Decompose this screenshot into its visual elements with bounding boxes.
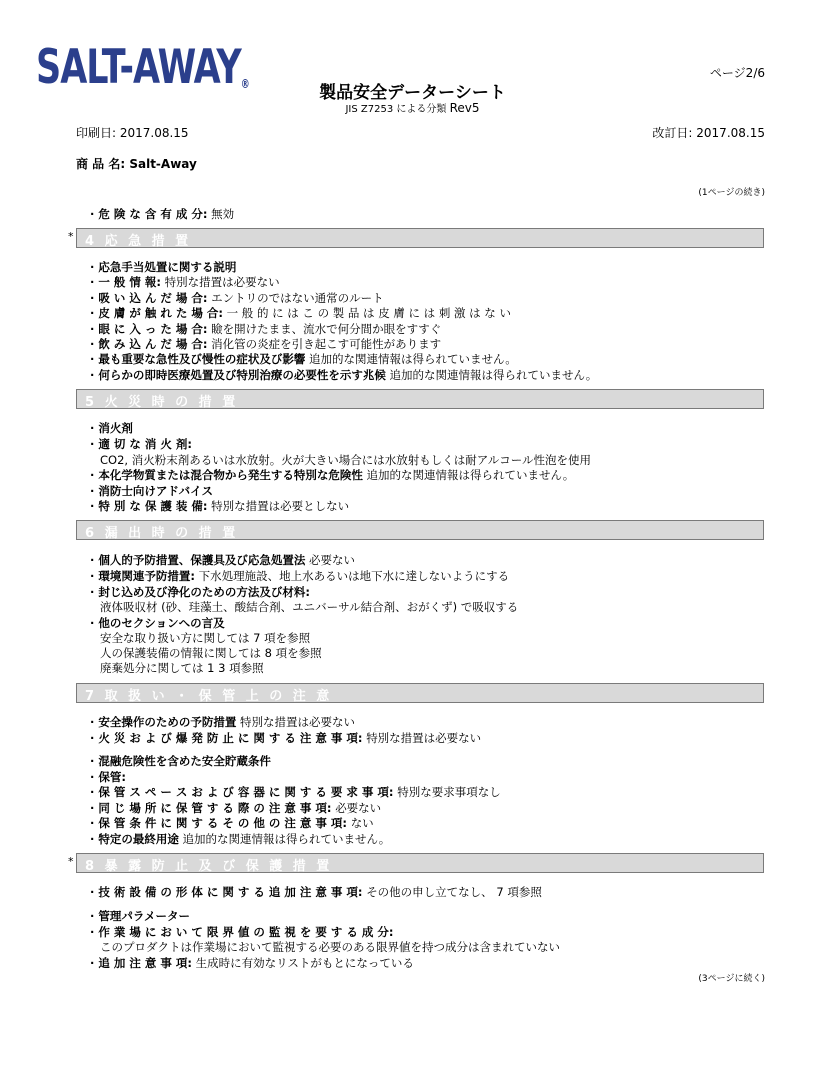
list-item: · 皮 膚 が 触 れ た 場 合: 一 般 的 に は こ の 製 品 は 皮 膚 に は 刺 激 は な い [90, 306, 511, 320]
list-item: このプロダクトは作業場において監視する必要のある限界値を持つ成分は含まれていない [100, 940, 560, 954]
list-item: · 作 業 場 に お い て 限 界 値 の 監 視 を 要 す る 成 分: [90, 925, 394, 939]
revision: Rev5 [449, 101, 480, 115]
list-item: · 一 般 情 報: 特別な措置は必要ない [90, 275, 280, 289]
list-item: CO2, 消火粉末剤あるいは水放射。火が大きい場合には水放射もしくは耐アルコール性泡を使用 [100, 453, 592, 467]
salt-away-logo: SALT-AWAY® [36, 40, 250, 95]
revision-star: * [68, 855, 74, 868]
list-item: · 管理パラメーター [90, 909, 191, 923]
list-item: · 保 管 ス ペ ー ス お よ び 容 器 に 関 す る 要 求 事 項: 特別な要求事項なし [90, 785, 501, 799]
list-item: · 環境関連予防措置: 下水処理施設、地上水あるいは地下水に達しないようにする [90, 569, 510, 583]
page-number: ページ2/6 [709, 66, 765, 80]
list-item: · 何らかの即時医療処置及び特別治療の必要性を示す兆候 追加的な関連情報は得られていません。 [90, 368, 598, 382]
list-item: · 追 加 注 意 事 項: 生成時に有効なリストがもとになっている [90, 956, 414, 970]
revision-date: 改訂日: 2017.08.15 [652, 126, 765, 140]
document-title: 製品安全データーシート [319, 83, 506, 103]
section-header-fire: 5 火 災 時 の 措 置 [76, 389, 764, 409]
list-item: 人の保護装備の情報に関しては 8 項を参照 [100, 646, 322, 660]
list-item: · 安全操作のための予防措置 特別な措置は必要ない [90, 715, 356, 729]
revision-star: * [68, 230, 74, 243]
list-item: · 飲 み 込 ん だ 場 合: 消化管の炎症を引き起こす可能性があります [90, 337, 442, 351]
list-item: · 本化学物質または混合物から発生する特別な危険性 追加的な関連情報は得られていません。 [90, 468, 575, 482]
list-item: · 個人的予防措置、保護具及び応急処置法 必要ない [90, 553, 356, 567]
list-item: · 封じ込め及び浄化のための方法及び材料: [90, 585, 310, 599]
continued-to: (3ページに続く) [698, 974, 765, 984]
hazardous-components: · 危 険 な 含 有 成 分: 無効 [90, 207, 235, 221]
list-item: · 眼 に 入 っ た 場 合: 瞼を開けたまま、流水で何分間か眼をすすぐ [90, 322, 442, 336]
list-item: · 吸 い 込 ん だ 場 合: エントリのではない通常のルート [90, 291, 384, 305]
list-item: · 応急手当処置に関する説明 [90, 260, 237, 274]
print-date: 印刷日: 2017.08.15 [76, 126, 189, 140]
list-item: · 最も重要な急性及び慢性の症状及び影響 追加的な関連情報は得られていません。 [90, 352, 517, 366]
list-item: · 他のセクションへの言及 [90, 616, 225, 630]
list-item: 安全な取り扱い方に関しては 7 項を参照 [100, 631, 311, 645]
section-header-accidental-release: 6 漏 出 時 の 措 置 [76, 520, 764, 540]
list-item: · 特定の最終用途 追加的な関連情報は得られていません。 [90, 832, 391, 846]
list-item: · 同 じ 場 所 に 保 管 す る 際 の 注 意 事 項: 必要ない [90, 801, 382, 815]
list-item: · 保 管 条 件 に 関 す る そ の 他 の 注 意 事 項: ない [90, 816, 374, 830]
list-item: · 火 災 お よ び 爆 発 防 止 に 関 す る 注 意 事 項: 特別な措置は必要ない [90, 731, 482, 745]
product-name: 商 品 名: Salt-Away [76, 157, 197, 171]
list-item: · 消火剤 [90, 421, 133, 435]
list-item: · 混融危険性を含めた安全貯蔵条件 [90, 754, 271, 768]
list-item: · 保管: [90, 770, 126, 784]
list-item: · 特 別 な 保 護 装 備: 特別な措置は必要としない [90, 499, 350, 513]
list-item: · 技 術 設 備 の 形 体 に 関 す る 追 加 注 意 事 項: その他の申し立てなし、 7 項参照 [90, 885, 542, 899]
section-header-handling-storage: 7 取 扱 い ・ 保 管 上 の 注 意 [76, 683, 764, 703]
list-item: · 消防士向けアドバイス [90, 484, 214, 498]
list-item: 廃棄処分に関しては 1 3 項参照 [100, 661, 264, 675]
continued-from: (1ページの続き) [698, 188, 765, 198]
list-item: · 適 切 な 消 火 剤: [90, 437, 192, 451]
section-header-first-aid: 4 応 急 措 置 [76, 228, 764, 248]
section-header-exposure-controls: 8 暴 露 防 止 及 び 保 護 措 置 [76, 853, 764, 873]
document-subtitle: JIS Z7253 による分類 Rev5 [345, 101, 480, 115]
list-item: 液体吸収材 (砂、珪藻土、酸結合剤、ユニバーサル結合剤、おがくず) で吸収する [100, 600, 519, 614]
